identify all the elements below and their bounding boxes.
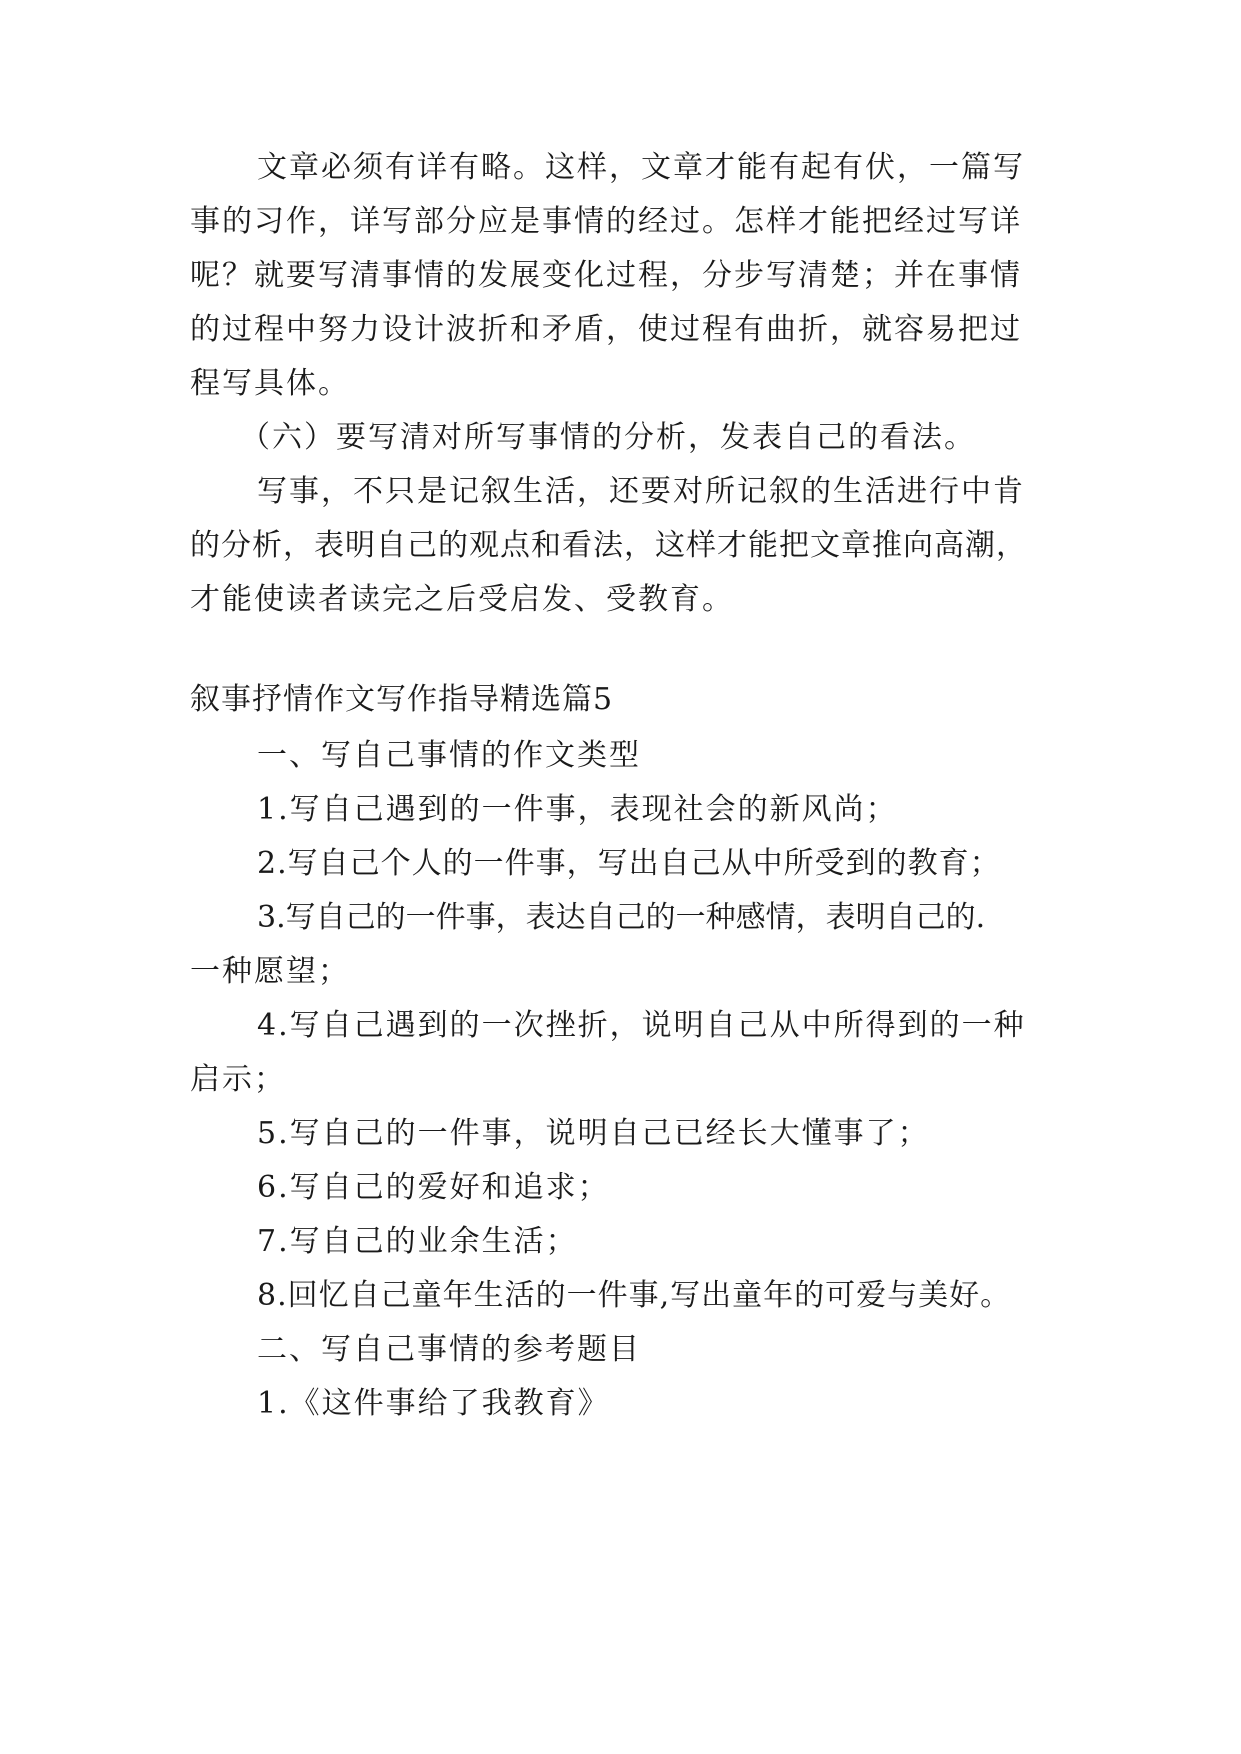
list-item: 5.写自己的一件事，说明自己已经长大懂事了； [257, 1116, 930, 1151]
list-item-continuation: 一种愿望； [190, 954, 350, 989]
list-item: 6.写自己的爱好和追求； [257, 1170, 610, 1205]
paragraph-line: 的过程中努力设计波折和矛盾，使过程有曲折，就容易把过 [190, 312, 1022, 347]
paragraph-line: 事的习作，详写部分应是事情的经过。怎样才能把经过写详 [190, 204, 1022, 239]
section-heading: 一、写自己事情的作文类型 [257, 738, 641, 773]
section-heading: （六）要写清对所写事情的分析，发表自己的看法。 [240, 420, 976, 455]
list-item: 3.写自己的一件事，表达自己的一种感情，表明自己的. [257, 900, 986, 935]
list-item: 1.写自己遇到的一件事，表现社会的新风尚； [257, 792, 898, 827]
article-title: 叙事抒情作文写作指导精选篇5 [190, 682, 614, 717]
list-item: 1.《这件事给了我教育》 [257, 1386, 610, 1421]
list-item: 2.写自己个人的一件事，写出自己从中所受到的教育； [257, 846, 1001, 881]
paragraph-line: 的分析，表明自己的观点和看法，这样才能把文章推向高潮， [190, 528, 1027, 563]
section-heading: 二、写自己事情的参考题目 [257, 1332, 641, 1367]
list-item: 4.写自己遇到的一次挫折，说明自己从中所得到的一种 [257, 1008, 1026, 1043]
list-item: 7.写自己的业余生活； [257, 1224, 578, 1259]
paragraph-line: 文章必须有详有略。这样，文章才能有起有伏，一篇写 [257, 150, 1025, 185]
paragraph-line: 呢？就要写清事情的发展变化过程，分步写清楚；并在事情 [190, 258, 1022, 293]
paragraph-line: 写事，不只是记叙生活，还要对所记叙的生活进行中肯 [257, 474, 1025, 509]
paragraph-line: 程写具体。 [190, 366, 350, 401]
list-item: 8.回忆自己童年生活的一件事,写出童年的可爱与美好。 [257, 1278, 1012, 1313]
paragraph-line: 才能使读者读完之后受启发、受教育。 [190, 582, 734, 617]
list-item-continuation: 启示； [190, 1062, 286, 1097]
